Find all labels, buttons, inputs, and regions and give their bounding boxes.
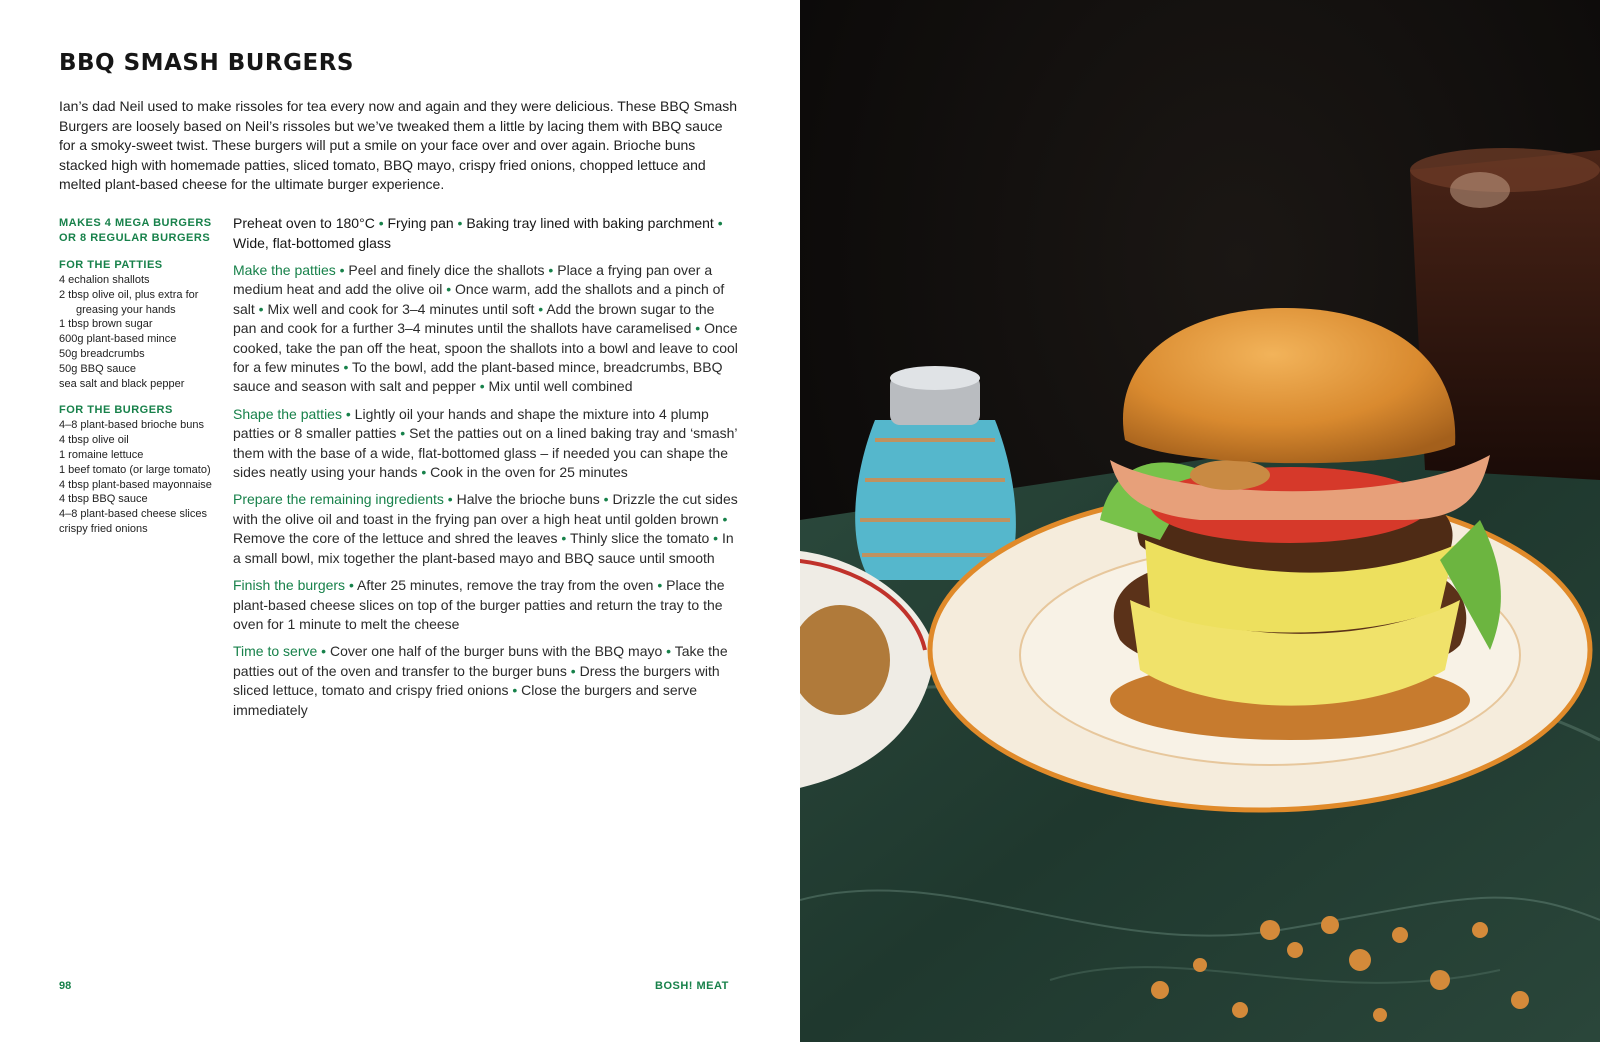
ingredient-item: 4–8 plant-based cheese slices — [59, 508, 207, 521]
bullet-separator: • — [718, 510, 728, 527]
bullet-separator: • — [317, 643, 330, 660]
step-instruction: Add the brown sugar to the pan and cook for a further 3–4 minutes until the shallots have caramelised — [233, 300, 715, 337]
bullet-separator: • — [374, 215, 388, 231]
ingredient-list — [59, 273, 224, 391]
step-instruction: Mix well and cook for 3–4 minutes until soft — [267, 300, 535, 317]
step-instruction: Lightly oil your hands and shape the mixture into 4 plump patties or 8 smaller patties — [233, 405, 709, 442]
step-instruction: After 25 minutes, remove the tray from the oven — [356, 577, 654, 594]
bullet-separator: • — [254, 300, 268, 317]
ingredient-section-heading: FOR THE BURGERS — [59, 404, 173, 417]
bullet-separator: • — [453, 215, 467, 231]
recipe-page — [0, 0, 800, 1042]
ingredient-item: crispy fried onions — [59, 522, 148, 535]
ingredient-section — [59, 258, 224, 391]
bullet-separator: • — [599, 491, 613, 508]
step-instruction: In a small bowl, mix together the plant-based mayo and BBQ sauce until smooth — [233, 530, 734, 566]
step-heading: Make the patties — [233, 262, 336, 278]
ingredient-item: 600g plant-based mince — [59, 333, 177, 346]
servings-label: MAKES 4 MEGA BURGERS OR 8 REGULAR BURGERS — [59, 217, 212, 244]
bullet-separator: • — [653, 577, 667, 594]
bullet-separator: • — [335, 262, 349, 278]
step-instruction: To the bowl, add the plant-based mince, breadcrumbs, BBQ sauce and season with salt and pepper — [233, 359, 723, 395]
bullet-separator: • — [508, 682, 522, 699]
step-instruction: Remove the core of the lettuce and shred the leaves — [233, 530, 558, 547]
ingredient-item: 1 romaine lettuce — [59, 448, 144, 461]
equipment-item: Preheat oven to 180°C — [233, 215, 375, 231]
step-instruction: Place the plant-based cheese slices on top of the burger patties and return the tray to the oven for 1 minute to melt the cheese — [233, 577, 725, 632]
step-instruction: Cover one half of the burger buns with the BBQ mayo — [329, 643, 663, 660]
ingredient-item: 4 echalion shallots — [59, 274, 150, 286]
bullet-separator: • — [566, 662, 580, 679]
bullet-separator: • — [544, 262, 558, 278]
ingredient-item: sea salt and black pepper — [59, 377, 185, 390]
step-instruction: Take the patties out of the oven and transfer to the burger buns — [233, 643, 728, 679]
equipment-item: Frying pan — [387, 215, 454, 231]
ingredients-column — [59, 216, 224, 537]
ingredient-list — [59, 418, 224, 536]
step-instruction: Dress the burgers with sliced lettuce, tomato and crispy fried onions — [233, 662, 720, 699]
method-step — [233, 576, 741, 634]
ingredient-section-heading: FOR THE PATTIES — [59, 259, 163, 271]
page-number: 98 — [59, 980, 72, 992]
step-instruction: Once cooked, take the pan off the heat, spoon the shallots into a bowl and leave to cool for a few minutes — [233, 320, 738, 376]
bullet-separator: • — [534, 300, 547, 317]
bullet-separator: • — [713, 215, 723, 231]
method-step — [233, 490, 741, 568]
equipment-line — [233, 214, 741, 253]
step-instruction: Drizzle the cut sides with the olive oil and toast in the frying pan over a high heat until golden brown — [233, 491, 738, 527]
bullet-separator: • — [345, 577, 357, 594]
bullet-separator: • — [442, 281, 456, 298]
ingredient-sections — [59, 258, 224, 537]
bullet-separator: • — [443, 491, 457, 508]
bullet-separator: • — [339, 359, 353, 376]
method-step — [233, 405, 741, 483]
bullet-separator: • — [341, 405, 355, 422]
step-instruction: Cook in the oven for 25 minutes — [430, 464, 628, 481]
step-heading: Shape the patties — [233, 405, 342, 422]
step-heading: Time to serve — [233, 643, 318, 660]
ingredient-section — [59, 403, 224, 536]
ingredient-item: 1 tbsp brown sugar — [59, 318, 153, 331]
burger-photo — [800, 0, 1600, 1042]
method-steps — [233, 261, 741, 720]
ingredient-item: 4 tbsp BBQ sauce — [59, 493, 148, 506]
bullet-separator: • — [662, 643, 675, 660]
equipment-item: Baking tray lined with baking parchment — [466, 215, 714, 231]
ingredient-item: 50g BBQ sauce — [59, 362, 137, 375]
step-heading: Finish the burgers — [233, 577, 346, 594]
bullet-separator: • — [709, 530, 722, 547]
step-instruction: Set the patties out on a lined baking tray and ‘smash’ them with the base of a wide, flat-bottomed glass – if needed you can shape the sides neatly using your hands — [233, 425, 737, 481]
step-instruction: Place a frying pan over a medium heat and add the olive oil — [233, 262, 713, 298]
recipe-title: BBQ SMASH BURGERS — [59, 50, 354, 76]
ingredient-item: 4–8 plant-based brioche buns — [59, 419, 204, 432]
ingredient-item: 4 tbsp olive oil — [59, 434, 129, 447]
recipe-intro: Ian’s dad Neil used to make rissoles for tea every now and again and they were delicious. These BBQ Smash Burgers are loosely based on Neil’s rissoles but we’ve tweaked them a little by lacing them with BBQ sauce for a smoky-sweet twist. These burgers will put a smile on your face over and over again. Brioche buns stacked high with homemade patties, sliced tomato, BBQ mayo, crispy fried onions, chopped lettuce and melted plant-based cheese for the ultimate burger experience. — [59, 98, 738, 192]
step-instruction: Close the burgers and serve immediately — [233, 682, 698, 718]
bullet-separator: • — [396, 425, 410, 442]
bullet-separator: • — [557, 530, 570, 547]
step-instruction: Mix until well combined — [488, 378, 633, 395]
method-step — [233, 642, 741, 720]
bullet-separator: • — [691, 320, 705, 337]
step-instruction: Once warm, add the shallots and a pinch of salt — [233, 281, 725, 317]
step-heading: Prepare the remaining ingredients — [233, 491, 444, 508]
book-title-footer: BOSH! MEAT — [655, 980, 729, 992]
method-step — [233, 261, 741, 397]
method-column — [233, 214, 741, 728]
bullet-separator: • — [417, 464, 431, 481]
ingredient-item: 4 tbsp plant-based mayonnaise — [59, 478, 212, 491]
step-instruction: Thinly slice the tomato — [569, 530, 710, 547]
step-instruction: Halve the brioche buns — [456, 491, 600, 508]
step-instruction: Peel and finely dice the shallots — [348, 262, 545, 278]
ingredient-item: 1 beef tomato (or large tomato) — [59, 463, 211, 476]
ingredient-item: 50g breadcrumbs — [59, 347, 145, 360]
ingredient-item: 2 tbsp olive oil, plus extra for greasing your hands — [59, 288, 199, 316]
equipment-item: Wide, flat-bottomed glass — [233, 234, 391, 251]
bullet-separator: • — [475, 378, 489, 395]
